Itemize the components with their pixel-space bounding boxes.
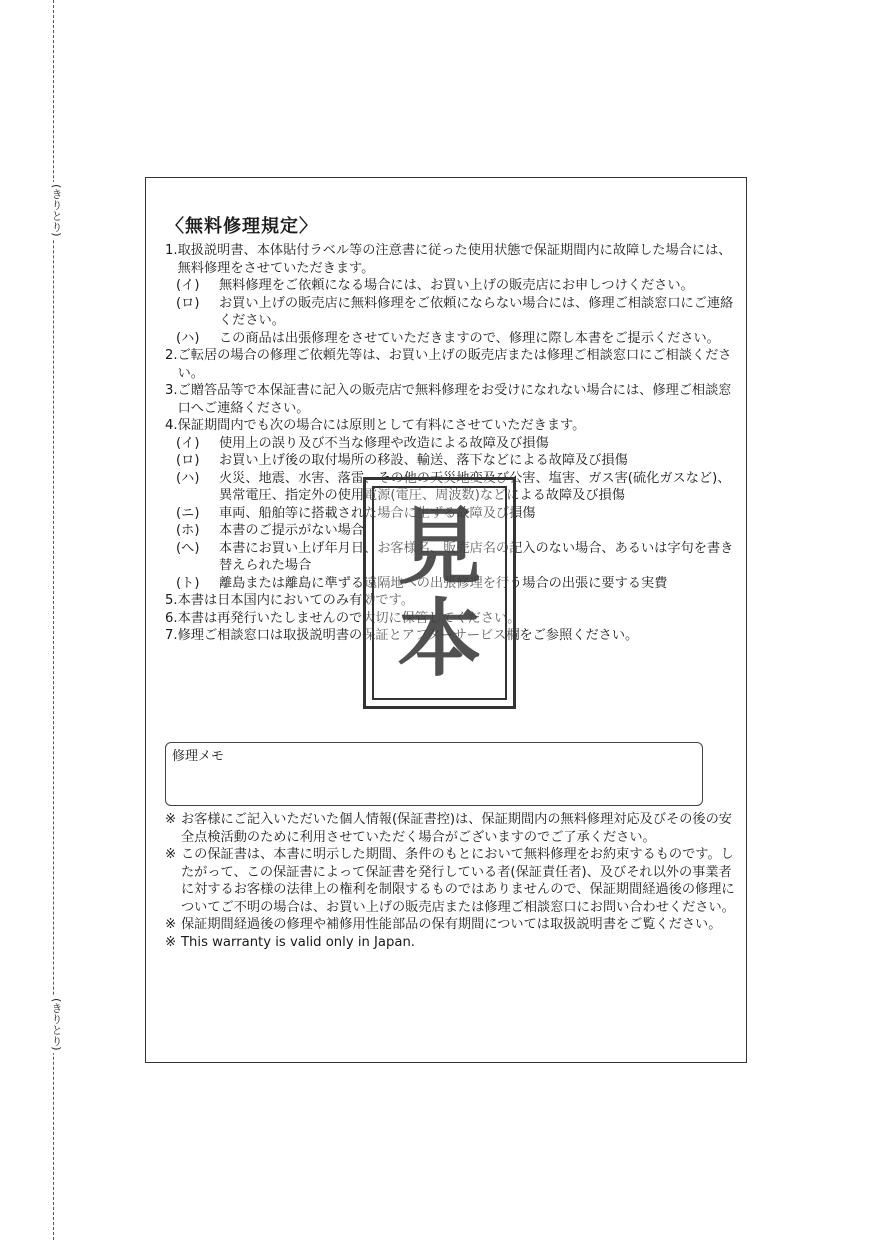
cut-label-bottom: (きりとり) [44,996,62,1053]
note-item [165,811,740,846]
repair-memo-label: 修理メモ [172,749,225,764]
note-item-text: This warranty is valid only in Japan. [181,934,416,950]
sample-stamp [363,477,516,709]
sample-stamp-inner [372,486,507,700]
rule-item-mark: (ハ) [176,470,200,486]
rule-item-mark: 4. [165,418,178,433]
rule-item-mark: (ロ) [176,295,200,311]
rule-item [165,347,740,382]
sample-stamp-char-1: 見 [397,498,482,596]
page-title: 〈無料修理規定〉 [166,216,318,237]
note-item-mark: ※ [165,934,177,950]
rule-item [165,382,740,417]
note-item-mark: ※ [165,847,177,862]
rule-item-text: ご転居の場合の修理ご依頼先等は、お買い上げの販売店または修理ご相談窓口にご相談ください。 [177,348,732,381]
rule-item-text: ご贈答品等で本保証書に記入の販売店で無料修理をお受けになれない場合には、修理ご相談窓口へご連絡ください。 [177,383,732,416]
rule-item-text: お買い上げ後の取付場所の移設、輸送、落下などによる故障及び損傷 [219,453,628,468]
rule-item [165,295,740,330]
rule-item-text: この商品は出張修理をさせていただきますので、修理に際し本書をご提示ください。 [219,330,720,346]
rule-item-text: 本書にお買い上げ年月日、お客様名、販売店名の記入のない場合、あるいは字句を書き替えられた場合 [219,540,734,573]
note-item [165,846,740,916]
cut-label-top: (きりとり) [44,182,62,239]
rule-item-mark: (ハ) [176,330,200,346]
rule-item-mark: 5. [165,593,178,608]
rule-item-mark: 3. [165,383,178,398]
rule-item-text: 火災、地震、水害、落雷、その他の天災地変及び公害、塩害、ガス害(硫化ガスなど)、異常電圧、指定外の使用電源(電圧、周波数)などによる故障及び損傷 [219,470,731,503]
rule-item-text: 修理ご相談窓口は取扱説明書の保証とアフターサービス欄をご参照ください。 [177,628,639,643]
note-item [165,934,740,952]
rule-item-text: 本書は再発行いたしませんので大切に保管してください。 [177,610,521,626]
rule-item [165,242,740,277]
rule-item-text: 本書のご提示がない場合 [219,523,365,538]
note-item-text: 保証期間経過後の修理や補修用性能部品の保有期間については取扱説明書をご覧ください。 [181,917,722,932]
rule-item-text: 本書は日本国内においてのみ有効です。 [177,593,414,608]
rule-item-mark: (ト) [176,575,200,591]
rule-item-text: 使用上の誤り及び不当な修理や改造による故障及び損傷 [219,435,549,451]
rule-item-text: 無料修理をご依頼になる場合には、お買い上げの販売店にお申しつけください。 [219,278,694,293]
notes-list [165,811,740,951]
note-item [165,916,740,934]
rule-item-text: お買い上げの販売店に無料修理をご依頼にならない場合には、修理ご相談窓口にご連絡ください。 [219,295,734,328]
rule-item-mark: (イ) [176,435,200,451]
rule-item-mark: (ニ) [176,505,200,521]
rule-item [165,417,740,435]
rule-item-text: 取扱説明書、本体貼付ラベル等の注意書に従った使用状態で保証期間内に故障した場合には、無料修理をさせていただきます。 [177,243,732,276]
note-item-text: お客様にご記入いただいた個人情報(保証書控)は、保証期間内の無料修理対応及びその後の安全点検活動のために利用させていただく場合がございますのでご了承ください。 [181,812,732,845]
rule-item-mark: 2. [165,348,178,363]
sample-stamp-char-2: 本 [397,590,482,688]
rule-item-mark: (へ) [176,540,200,556]
warranty-card [145,177,747,1063]
rule-item [165,330,740,348]
rule-item-mark: 7. [165,628,178,643]
rule-item-text: 車両、船舶等に搭載された場合に生ずる故障及び損傷 [219,505,536,521]
rule-item-text: 保証期間内でも次の場合には原則として有料にさせていただきます。 [177,418,586,433]
rule-item-mark: 6. [165,610,178,626]
note-item-mark: ※ [165,917,177,932]
rule-item-mark: 1. [165,243,178,258]
rule-item-text: 離島または離島に準ずる遠隔地への出張修理を行う場合の出張に要する実費 [219,575,668,591]
rule-item-mark: (ロ) [176,453,200,468]
rule-item [165,435,740,453]
rule-item [165,277,740,295]
rule-item-mark: (イ) [176,278,200,293]
rule-item-mark: (ホ) [176,523,200,538]
repair-memo-box[interactable] [165,742,703,806]
note-item-mark: ※ [165,812,177,827]
note-item-text: この保証書は、本書に明示した期間、条件のもとにおいて無料修理をお約束するものです。したがって、この保証書によって保証書を発行している者(保証責任者)、及びそれ以外の事業者に対するお客様の法律上の権利を制限するものではありませんので、保証期間経過後の修理についてご不明の場合は、お買い上げの販売店または修理ご相談窓口にお問い合わせください。 [181,847,735,915]
rule-item [165,452,740,470]
